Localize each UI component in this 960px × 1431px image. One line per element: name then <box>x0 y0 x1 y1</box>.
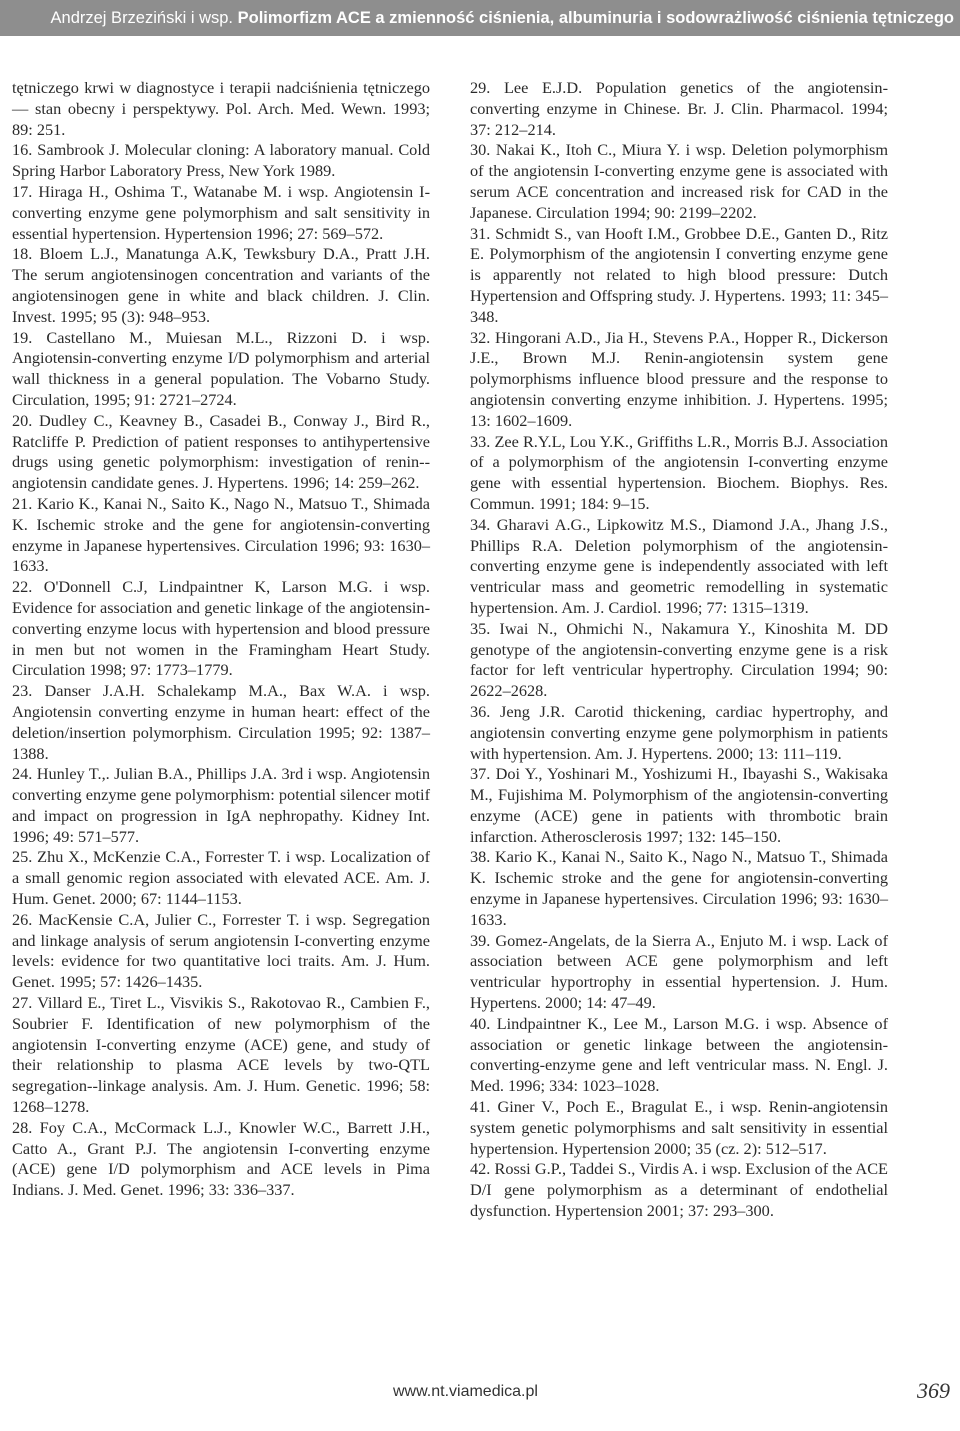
reference-item: 28. Foy C.A., McCormack L.J., Knowler W.C., Barrett J.H., Catto A., Grant P.J. The angiotensin I-converting enzyme (ACE) gene I/D polymorphism and ACE levels in Pima Indians. J. Med. Genet. 1996; 33: 336–337. <box>12 1117 430 1200</box>
reference-item: 42. Rossi G.P., Taddei S., Virdis A. i wsp. Exclusion of the ACE D/I gene polymorphism as a determinant of endothelial dysfunction. Hypertension 2001; 37: 293–300. <box>470 1159 888 1221</box>
reference-item: 27. Villard E., Tiret L., Visvikis S., Rakotovao R., Cambien F., Soubrier F. Identification of new polymorphism of the angiotensin I-converting enzyme (ACE) gene, and study of their relationship to plasma ACE levels by two-QTL segregation--linkage analysis. Am. J. Hum. Genetic. 1996; 58: 1268–1278. <box>12 993 430 1117</box>
reference-item: 40. Lindpaintner K., Lee M., Larson M.G. i wsp. Absence of association or genetic linkage between the angiotensin-converting-enzyme gene and left ventricular mass. N. Engl. J. Med. 1996; 334: 1023–1028. <box>470 1013 888 1096</box>
reference-item: 30. Nakai K., Itoh C., Miura Y. i wsp. Deletion polymorphism of the angiotensin I-converting enzyme gene is associated with serum ACE concentration and increased risk for CAD in the Japanese. Circulation 1994; 90: 2199–2202. <box>470 140 888 222</box>
header-authors: Andrzej Brzeziński i wsp. <box>50 9 234 27</box>
reference-item: 36. Jeng J.R. Carotid thickening, cardiac hypertrophy, and angiotensin converting enzyme gene polymorphism in patients with hypertension. Am. J. Hypertens. 2000; 13: 111–119. <box>470 701 888 763</box>
reference-item: 24. Hunley T.,. Julian B.A., Phillips J.A. 3rd i wsp. Angiotensin converting enzyme gene polymorphism: potential silencer motif and impact on progression in IgA nephropathy. Kidney Int. 1996; 49: 571–577. <box>12 764 430 846</box>
reference-item: 16. Sambrook J. Molecular cloning: A laboratory manual. Cold Spring Harbor Laboratory Press, New York 1989. <box>12 140 430 181</box>
reference-item: tętniczego krwi w diagnostyce i terapii nadciśnienia tętniczego — stan obecny i perspektywy. Pol. Arch. Med. Wewn. 1993; 89: 251. <box>12 78 430 139</box>
reference-item: 25. Zhu X., McKenzie C.A., Forrester T. i wsp. Localization of a small genomic region associated with elevated ACE. Am. J. Hum. Genet. 2000; 67: 1144–1153. <box>12 847 430 909</box>
references-right-column <box>470 78 888 1222</box>
reference-item: 26. MacKensie C.A, Julier C., Forrester T. i wsp. Segregation and linkage analysis of serum angiotensin I-converting enzyme levels: evidence for two quantitative loci traits. Am. J. Hum. Genet. 1995; 57: 1426–1435. <box>12 909 430 992</box>
reference-item: 21. Kario K., Kanai N., Saito K., Nago N., Matsuo T., Shimada K. Ischemic stroke and the gene for angiotensin-converting enzyme in Japanese hypertensives. Circulation 1996; 93: 1630–1633. <box>12 493 430 576</box>
reference-item: 19. Castellano M., Muiesan M.L., Rizzoni D. i wsp. Angiotensin-converting enzyme I/D polymorphism and arterial wall thickness in a general population. The Vobarno Study. Circulation, 1995; 91: 2721–2724. <box>12 327 430 409</box>
reference-item: 20. Dudley C., Keavney B., Casadei B., Conway J., Bird R., Ratcliffe P. Prediction of patient responses to antihypertensive drugs using genetic polymorphism: investigation of renin--angiotensin candidate genes. J. Hypertens. 1996; 14: 259–262. <box>12 410 430 493</box>
reference-item: 29. Lee E.J.D. Population genetics of the angiotensin-converting enzyme in Chinese. Br. J. Clin. Pharmacol. 1994; 37: 212–214. <box>470 78 888 139</box>
reference-item: 38. Kario K., Kanai N., Saito K., Nago N., Matsuo T., Shimada K. Ischemic stroke and the gene for angiotensin-converting enzyme in Japanese hypertensives. Circulation 1996; 93: 1630–1633. <box>470 847 888 929</box>
page-number: 369 <box>917 1378 950 1403</box>
reference-item: 31. Schmidt S., van Hooft I.M., Grobbee D.E., Ganten D., Ritz E. Polymorphism of the angiotensin I converting enzyme gene is apparently not related to high blood pressure: Dutch Hypertension and Offspring study. J. Hypertens. 1993; 11: 345–348. <box>470 223 888 326</box>
reference-item: 22. O'Donnell C.J, Lindpaintner K, Larson M.G. i wsp. Evidence for association and genetic linkage of the angiotensin-converting enzyme locus with hypertension and blood pressure in men but not women in the Framingham Heart Study. Circulation 1998; 97: 1773–1779. <box>12 577 430 680</box>
reference-item: 32. Hingorani A.D., Jia H., Stevens P.A., Hopper R., Dickerson J.E., Brown M.J. Renin-angiotensin system gene polymorphisms influence blood pressure and the response to angiotensin converting enzyme inhibition. J. Hypertens. 1995; 13: 1602–1609. <box>470 327 888 430</box>
journal-url: www.nt.viamedica.pl <box>393 1383 538 1400</box>
reference-item: 17. Hiraga H., Oshima T., Watanabe M. i wsp. Angiotensin I-converting enzyme gene polymorphism and salt sensitivity in essential hypertension. Hypertension 1996; 27: 569–572. <box>12 181 430 243</box>
reference-item: 23. Danser J.A.H. Schalekamp M.A., Bax W.A. i wsp. Angiotensin converting enzyme in human heart: effect of the deletion/insertion polymorphism. Circulation 1995; 92: 1387–1388. <box>12 681 430 763</box>
reference-item: 41. Giner V., Poch E., Bragulat E., i wsp. Renin-angiotensin system genetic polymorphisms and salt sensitivity in essential hypertension. Hypertension 2000; 35 (cz. 2): 512–517. <box>470 1097 888 1158</box>
header-title: Polimorfizm ACE a zmienność ciśnienia, albuminuria i sodowrażliwość ciśnienia tętniczego <box>237 9 954 27</box>
reference-item: 18. Bloem L.J., Manatunga A.K, Tewksbury D.A., Pratt J.H. The serum angiotensinogen concentration and variants of the angiotensinogen gene in white and black children. J. Clin. Invest. 1995; 95 (3): 948–953. <box>12 244 430 326</box>
reference-item: 34. Gharavi A.G., Lipkowitz M.S., Diamond J.A., Jhang J.S., Phillips R.A. Deletion polymorphism of the angiotensin-converting enzyme gene is independently associated with left ventricular mass and geometric remodelling in systematic hypertension. Am. J. Cardiol. 1996; 77: 1315–1319. <box>470 514 888 617</box>
reference-item: 33. Zee R.Y.L, Lou Y.K., Griffiths L.R., Morris B.J. Association of a polymorphism of the angiotensin I-converting enzyme gene with essential hypertension. Biochem. Biophys. Res. Commun. 1991; 184: 9–15. <box>470 431 888 513</box>
running-header <box>0 0 960 36</box>
reference-item: 39. Gomez-Angelats, de la Sierra A., Enjuto M. i wsp. Lack of association between ACE gene polymorphism and left ventricular hyportrophy in essential hypertension. J. Hum. Hypertens. 2000; 14: 47–49. <box>470 930 888 1013</box>
reference-item: 37. Doi Y., Yoshinari M., Yoshizumi H., Ibayashi S., Wakisaka M., Fujishima M. Polymorphism of the angiotensin-converting enzyme (ACE) gene in patients with thrombotic brain infarction. Atherosclerosis 1997; 132: 145–150. <box>470 764 888 846</box>
references-left-column <box>12 78 430 1201</box>
reference-item: 35. Iwai N., Ohmichi N., Nakamura Y., Kinoshita M. DD genotype of the angiotensin-converting enzyme gene is a risk factor for left ventricular hypertrophy. Circulation 1994; 90: 2622–2628. <box>470 618 888 701</box>
